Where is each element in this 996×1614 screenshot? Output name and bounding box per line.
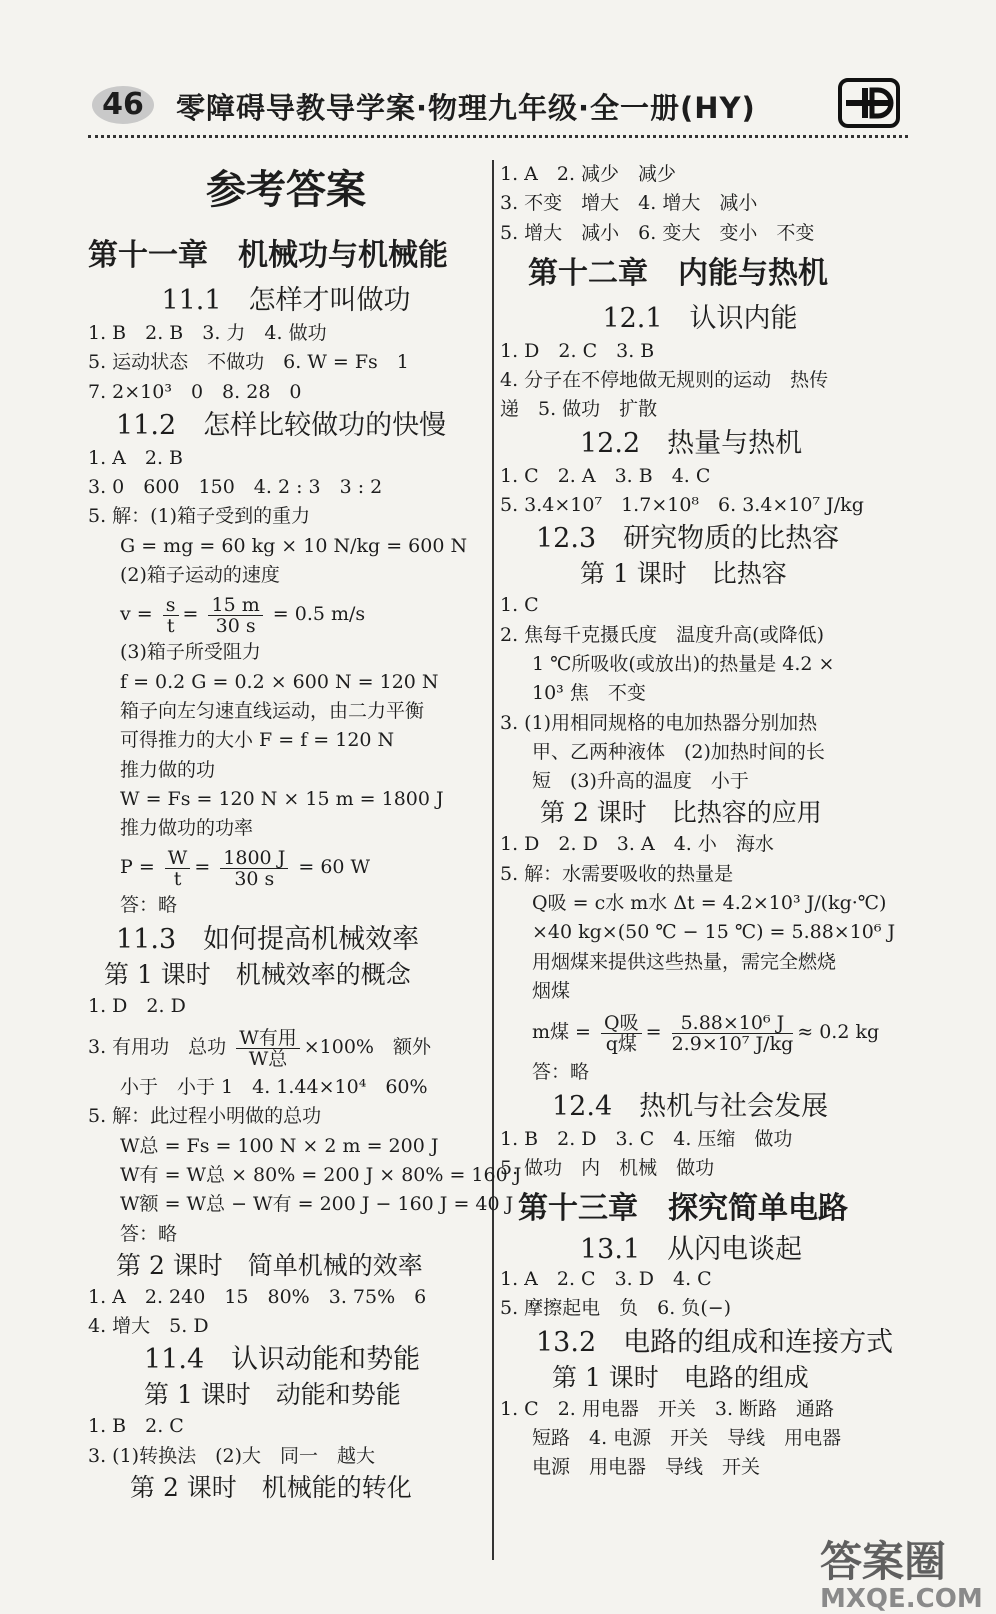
- answer-line: 1. D 2. D: [88, 994, 186, 1017]
- answer-line: 1. A 2. C 3. D 4. C: [500, 1268, 712, 1291]
- answer-line: W额 = W总 − W有 = 200 J − 160 J = 40 J: [120, 1193, 514, 1216]
- answer-line: 3. 0 600 150 4. 2 : 3 3 : 2: [88, 476, 383, 499]
- section-13-2: 13.2 电路的组成和连接方式: [536, 1326, 894, 1358]
- answer-line: 5. 解：此过程小明做的总功: [88, 1105, 322, 1128]
- answer-line: f = 0.2 G = 0.2 × 600 N = 120 N: [120, 670, 439, 693]
- section-12-4: 12.4 热机与社会发展: [552, 1090, 829, 1122]
- answer-line: 3. (1)用相同规格的电加热器分别加热: [500, 711, 818, 734]
- mass-formula: m煤 = $\frac{\text{Q吸}}{\text{q煤}}$ = $\frac{\text{5.88×10⁶ J}}{\text{2.9×10⁷ J/kg}}$ ≈ 0.2 kg: [532, 1011, 880, 1055]
- answer-line: 5. 3.4×10⁷ 1.7×10⁸ 6. 3.4×10⁷ J/kg: [500, 494, 864, 517]
- chapter-12-title: 第十二章 内能与热机: [528, 255, 828, 291]
- answer-line: 甲、乙两种液体 (2)加热时间的长: [532, 740, 825, 763]
- answer-line: G = mg = 60 kg × 10 N/kg = 600 N: [120, 534, 468, 557]
- answer-line: 1. C 2. 用电器 开关 3. 断路 通路: [500, 1397, 835, 1420]
- page-header: [90, 78, 910, 134]
- answer-line: W有 = W总 × 80% = 200 J × 80% = 160 J: [120, 1163, 522, 1186]
- answer-line: 答：略: [120, 1222, 178, 1245]
- answer-line: 1. A 2. 240 15 80% 3. 75% 6: [88, 1285, 427, 1308]
- answer-line: ×40 kg×(50 ℃ − 15 ℃) = 5.88×10⁶ J: [532, 921, 896, 944]
- answer-line: 5. 增大 减小 6. 变大 变小 不变: [500, 221, 815, 244]
- answer-line: 答：略: [120, 894, 178, 917]
- answer-line: W总 = Fs = 100 N × 2 m = 200 J: [120, 1134, 439, 1157]
- lesson-title: 第 2 课时 机械能的转化: [130, 1473, 412, 1503]
- answer-line: 烟煤: [532, 979, 571, 1002]
- answer-line: 小于 小于 1 4. 1.44×10⁴ 60%: [120, 1076, 428, 1099]
- section-12-3: 12.3 研究物质的比热容: [536, 523, 840, 555]
- section-12-2: 12.2 热量与热机: [580, 427, 803, 459]
- lesson-title: 第 2 课时 简单机械的效率: [116, 1250, 423, 1280]
- answer-line: 1. B 2. C: [88, 1415, 184, 1438]
- lesson-title: 第 1 课时 动能和势能: [144, 1380, 401, 1410]
- lesson-title: 第 1 课时 比热容: [580, 559, 787, 589]
- publisher-logo: [838, 78, 900, 128]
- velocity-formula: v = $\frac{s}{t}$ = $\frac{15 m}{30 s}$ = 0.5 m/s: [120, 593, 366, 637]
- chapter-11-title: 第十一章 机械功与机械能: [88, 238, 448, 273]
- section-11-2: 11.2 怎样比较做功的快慢: [116, 409, 447, 441]
- lesson-title: 第 2 课时 比热容的应用: [540, 798, 822, 828]
- answer-line: (3)箱子所受阻力: [120, 641, 261, 664]
- answer-line: 1. B 2. B 3. 力 4. 做功: [88, 322, 327, 344]
- section-13-1: 13.1 从闪电谈起: [580, 1234, 803, 1266]
- section-11-1: 11.1 怎样才叫做功: [161, 285, 411, 316]
- answer-line: 3. 不变 增大 4. 增大 减小: [500, 192, 758, 215]
- answer-line: 4. 分子在不停地做无规则的运动 热传: [500, 369, 829, 392]
- answer-line: W = Fs = 120 N × 15 m = 1800 J: [120, 787, 444, 810]
- answer-line: 10³ 焦 不变: [532, 682, 646, 705]
- answer-line: Q吸 = c水 m水 Δt = 4.2×10³ J/(kg·℃): [532, 892, 887, 915]
- efficiency-formula: 3. 有用功 总功 $\frac{\text{W有用}}{\text{W总}}$ ×100% 额外: [88, 1026, 431, 1070]
- answer-line: 3. (1)转换法 (2)大 同一 越大: [88, 1444, 375, 1467]
- answer-line: 1. C 2. A 3. B 4. C: [500, 464, 711, 487]
- answer-line: 7. 2×10³ 0 8. 28 0: [88, 380, 302, 403]
- answer-line: 可得推力的大小 F = f = 120 N: [120, 729, 395, 752]
- book-title: 零障碍导教导学案·物理九年级·全一册(HY): [176, 91, 756, 125]
- answer-line: 1. D 2. C 3. B: [500, 339, 655, 362]
- power-formula: P = $\frac{W}{t}$ = $\frac{1800 J}{30 s}$ = 60 W: [120, 846, 371, 890]
- lesson-title: 第 1 课时 机械效率的概念: [104, 959, 411, 989]
- main-title: 参考答案: [206, 167, 366, 213]
- answer-line: 箱子向左匀速直线运动，由二力平衡: [120, 699, 425, 722]
- site-watermark: 答案圈 MXQE.COM: [820, 1537, 983, 1614]
- answer-line: 5. 做功 内 机械 做功: [500, 1156, 715, 1179]
- column-divider: [492, 160, 494, 1560]
- answer-line: 用烟煤来提供这些热量，需完全燃烧: [532, 950, 837, 973]
- answer-line: 推力做功的功率: [120, 817, 254, 840]
- answer-line: (2)箱子运动的速度: [120, 564, 280, 587]
- answer-line: 1. C: [500, 594, 539, 617]
- answer-line: 推力做的功: [120, 758, 216, 781]
- answer-line: 1. B 2. D 3. C 4. 压缩 做功: [500, 1127, 793, 1150]
- section-11-4: 11.4 认识动能和势能: [144, 1344, 421, 1376]
- answer-line: 短 (3)升高的温度 小于: [532, 770, 749, 793]
- answer-line: 1 ℃所吸收(或放出)的热量是 4.2 ×: [532, 652, 835, 675]
- section-12-1: 12.1 认识内能: [602, 302, 798, 334]
- page-number: 46: [92, 86, 154, 124]
- answer-line: 2. 焦每千克摄氏度 温度升高(或降低): [500, 623, 824, 646]
- right-column: [500, 160, 900, 1483]
- chapter-13-title: 第十三章 探究简单电路: [518, 1191, 848, 1227]
- answer-line: 5. 解：(1)箱子受到的重力: [88, 505, 311, 528]
- answer-line: 4. 增大 5. D: [88, 1315, 209, 1338]
- answer-line: 5. 摩擦起电 负 6. 负(−): [500, 1297, 732, 1320]
- header-divider: [88, 135, 908, 138]
- answer-line: 电源 用电器 导线 开关: [532, 1456, 761, 1479]
- lesson-title: 第 1 课时 电路的组成: [552, 1362, 809, 1392]
- answer-line: 5. 解：水需要吸收的热量是: [500, 862, 734, 885]
- answer-line: 1. A 2. B: [88, 446, 184, 469]
- answer-line: 1. D 2. D 3. A 4. 小 海水: [500, 833, 774, 856]
- answer-line: 答：略: [532, 1061, 590, 1084]
- answer-line: 短路 4. 电源 开关 导线 用电器: [532, 1427, 842, 1450]
- answer-line: 5. 运动状态 不做功 6. W = Fs 1: [88, 351, 409, 374]
- section-11-3: 11.3 如何提高机械效率: [116, 923, 420, 955]
- answer-line: 1. A 2. 减少 减少: [500, 163, 677, 185]
- answer-line: 递 5. 做功 扩散: [500, 398, 658, 421]
